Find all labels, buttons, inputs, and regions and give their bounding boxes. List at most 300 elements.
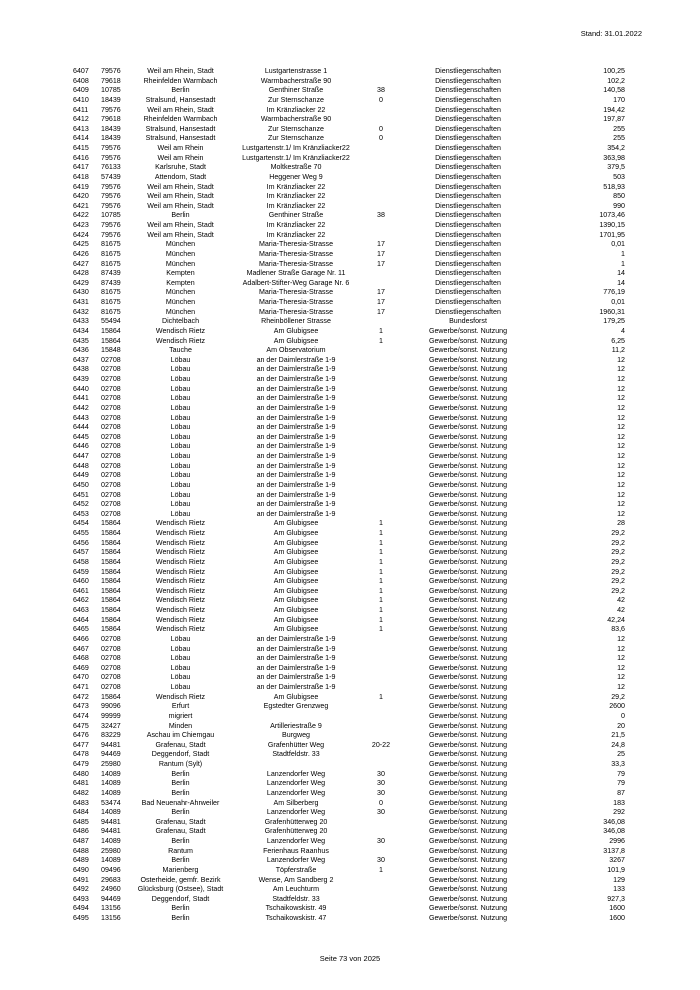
city-cell: Löbau <box>170 365 191 374</box>
row-number-cell: 6441 <box>73 394 89 403</box>
street-cell: Maria-Theresia-Strasse <box>258 259 334 268</box>
row-number-cell: 6458 <box>73 557 89 566</box>
street-cell: an der Daimlerstraße 1-9 <box>256 432 336 441</box>
street-cell: Genthiner Straße <box>268 211 324 220</box>
usage-type-cell: Dienstliegenschaften <box>435 115 501 124</box>
postal-code-cell: 02708 <box>101 452 121 460</box>
table-row <box>73 231 625 241</box>
table-row <box>73 904 625 914</box>
street-cell: an der Daimlerstraße 1-9 <box>256 394 336 403</box>
area-cell: 29,2 <box>611 567 625 576</box>
row-number-cell: 6494 <box>73 904 89 913</box>
usage-type-cell: Gewerbe/sonst. Nutzung <box>428 731 508 740</box>
house-number-cell: 1 <box>379 326 383 335</box>
city-cell: Löbau <box>170 500 191 509</box>
usage-type-cell: Gewerbe/sonst. Nutzung <box>428 827 508 836</box>
house-number-cell <box>364 394 398 404</box>
area-cell: 12 <box>617 490 625 499</box>
area-cell: 1 <box>621 249 625 258</box>
city-cell: Löbau <box>170 480 191 489</box>
row-number-cell: 6428 <box>73 269 89 278</box>
house-number-cell: 1 <box>379 567 383 576</box>
usage-type-cell: Gewerbe/sonst. Nutzung <box>428 557 508 566</box>
postal-code-cell: 99096 <box>101 702 121 711</box>
street-cell: Am Leuchturm <box>272 885 320 894</box>
usage-type-cell: Dienstliegenschaften <box>435 182 501 191</box>
row-number-cell: 6492 <box>73 885 89 894</box>
house-number-cell <box>364 317 398 327</box>
house-number-cell <box>364 750 398 760</box>
house-number-cell <box>364 818 398 828</box>
postal-code-cell: 94469 <box>101 894 121 903</box>
row-number-cell: 6426 <box>73 249 89 258</box>
street-cell: Egstedter Grenzweg <box>263 702 329 711</box>
table-row <box>73 827 625 837</box>
area-cell: 346,08 <box>603 817 625 826</box>
usage-type-cell: Gewerbe/sonst. Nutzung <box>428 509 508 518</box>
area-cell: 12 <box>617 654 625 663</box>
street-cell: Am Glubigsee <box>273 625 319 634</box>
area-cell: 1600 <box>609 914 625 922</box>
table-row <box>73 558 625 568</box>
city-cell: Weil am Rhein, Stadt <box>147 230 214 239</box>
area-cell: 354,2 <box>607 144 625 152</box>
street-cell: Grafenhütterweg 20 <box>264 817 328 826</box>
house-number-cell: 1 <box>379 586 383 595</box>
row-number-cell: 6424 <box>73 230 89 239</box>
row-number-cell: 6467 <box>73 644 89 653</box>
table-row <box>73 606 625 616</box>
street-cell: an der Daimlerstraße 1-9 <box>256 461 336 470</box>
row-number-cell: 6451 <box>73 490 89 499</box>
row-number-cell: 6444 <box>73 423 89 432</box>
row-number-cell: 6466 <box>73 634 89 643</box>
table-row <box>73 625 625 635</box>
table-row <box>73 481 625 491</box>
table-row <box>73 298 625 308</box>
usage-type-cell: Dienstliegenschaften <box>435 144 501 152</box>
city-cell: Berlin <box>171 769 190 778</box>
city-cell: München <box>165 298 196 306</box>
usage-type-cell: Gewerbe/sonst. Nutzung <box>428 567 508 576</box>
area-cell: 29,2 <box>611 577 625 586</box>
city-cell: Kempten <box>166 278 195 287</box>
city-cell: Marienberg <box>162 865 199 874</box>
usage-type-cell: Gewerbe/sonst. Nutzung <box>428 384 508 393</box>
table-row <box>73 596 625 606</box>
table-row <box>73 779 625 789</box>
area-cell: 12 <box>617 461 625 470</box>
postal-code-cell: 24960 <box>101 885 121 894</box>
city-cell: Löbau <box>170 423 191 432</box>
table-row <box>73 163 625 173</box>
area-cell: 42 <box>617 596 625 605</box>
street-cell: an der Daimlerstraße 1-9 <box>256 413 336 422</box>
table-row <box>73 635 625 645</box>
table-row <box>73 895 625 905</box>
area-cell: 1 <box>621 259 625 268</box>
area-cell: 129 <box>613 875 625 884</box>
street-cell: Heggener Weg 9 <box>269 172 323 181</box>
street-cell: Am Glubigsee <box>273 336 319 345</box>
house-number-cell: 30 <box>377 808 385 817</box>
area-cell: 194,42 <box>603 105 625 114</box>
city-cell: Löbau <box>170 394 191 403</box>
city-cell: Berlin <box>171 904 190 913</box>
postal-code-cell: 15848 <box>101 346 121 355</box>
street-cell: an der Daimlerstraße 1-9 <box>256 683 336 691</box>
table-row <box>73 375 625 385</box>
house-number-cell: 1 <box>379 577 383 586</box>
row-number-cell: 6493 <box>73 894 89 903</box>
usage-type-cell: Gewerbe/sonst. Nutzung <box>428 442 508 451</box>
house-number-cell <box>364 885 398 895</box>
area-cell: 20 <box>617 721 625 730</box>
row-number-cell: 6449 <box>73 471 89 480</box>
usage-type-cell: Gewerbe/sonst. Nutzung <box>428 326 508 335</box>
table-row <box>73 500 625 510</box>
area-cell: 346,08 <box>603 827 625 836</box>
table-row <box>73 799 625 809</box>
table-row <box>73 770 625 780</box>
street-cell: Am Glubigsee <box>273 567 319 576</box>
usage-type-cell: Gewerbe/sonst. Nutzung <box>428 336 508 345</box>
city-cell: Wendisch Rietz <box>155 538 206 547</box>
city-cell: Kempten <box>166 269 195 278</box>
street-cell: Am Glubigsee <box>273 596 319 605</box>
property-table-body <box>73 67 625 924</box>
postal-code-cell: 02708 <box>101 480 121 489</box>
usage-type-cell: Gewerbe/sonst. Nutzung <box>428 798 508 807</box>
street-cell: Am Glubigsee <box>273 615 319 624</box>
postal-code-cell: 02708 <box>101 432 121 441</box>
street-cell: Am Glubigsee <box>273 548 319 557</box>
postal-code-cell: 15864 <box>101 326 121 335</box>
usage-type-cell: Gewerbe/sonst. Nutzung <box>428 760 508 768</box>
postal-code-cell: 14089 <box>101 808 121 817</box>
street-cell: Zur Sternschanze <box>268 134 324 143</box>
postal-code-cell: 94481 <box>101 740 121 749</box>
row-number-cell: 6474 <box>73 711 89 720</box>
house-number-cell <box>364 365 398 375</box>
city-cell: Wendisch Rietz <box>155 326 206 335</box>
usage-type-cell: Gewerbe/sonst. Nutzung <box>428 894 508 903</box>
row-number-cell: 6486 <box>73 827 89 836</box>
postal-code-cell: 10785 <box>101 86 121 95</box>
house-number-cell <box>364 269 398 279</box>
area-cell: 3137,8 <box>603 846 625 855</box>
area-cell: 12 <box>617 500 625 509</box>
postal-code-cell: 94481 <box>101 817 121 826</box>
usage-type-cell: Gewerbe/sonst. Nutzung <box>428 711 508 720</box>
table-row <box>73 86 625 96</box>
postal-code-cell: 79576 <box>101 230 121 239</box>
house-number-cell: 20-22 <box>371 740 391 749</box>
postal-code-cell: 02708 <box>101 413 121 422</box>
table-row <box>73 664 625 674</box>
street-cell <box>228 760 364 770</box>
table-row <box>73 587 625 597</box>
table-row <box>73 712 625 722</box>
row-number-cell: 6440 <box>73 384 89 393</box>
postal-code-cell: 10785 <box>101 211 121 220</box>
house-number-cell <box>364 500 398 510</box>
table-row <box>73 866 625 876</box>
table-row <box>73 77 625 87</box>
stand-date: Stand: 31.01.2022 <box>580 29 642 38</box>
street-cell: Rheinböllener Strasse <box>261 317 331 326</box>
house-number-cell: 1 <box>379 615 383 624</box>
house-number-cell <box>364 827 398 837</box>
street-cell: Lanzendorfer Weg <box>266 837 326 845</box>
area-cell: 12 <box>617 471 625 480</box>
house-number-cell <box>364 712 398 722</box>
house-number-cell <box>364 442 398 452</box>
city-cell: Stralsund, Hansestadt <box>145 95 216 104</box>
street-cell: Lanzendorfer Weg <box>266 856 326 865</box>
area-cell: 292 <box>613 808 625 817</box>
street-cell: Lanzendorfer Weg <box>266 788 326 797</box>
city-cell: Weil am Rhein, Stadt <box>147 182 214 191</box>
city-cell: Erfurt <box>171 702 190 711</box>
house-number-cell <box>364 895 398 905</box>
house-number-cell: 1 <box>379 529 383 537</box>
row-number-cell: 6414 <box>73 134 89 143</box>
area-cell: 12 <box>617 634 625 643</box>
row-number-cell: 6410 <box>73 95 89 104</box>
street-cell: Am Glubigsee <box>273 519 319 528</box>
city-cell: Minden <box>168 721 193 730</box>
usage-type-cell: Dienstliegenschaften <box>435 249 501 258</box>
usage-type-cell: Dienstliegenschaften <box>435 124 501 133</box>
area-cell: 21,5 <box>611 731 625 740</box>
row-number-cell: 6418 <box>73 172 89 181</box>
postal-code-cell: 02708 <box>101 683 121 691</box>
street-cell: Am Silberberg <box>273 798 319 807</box>
city-cell: Löbau <box>170 442 191 451</box>
postal-code-cell: 15864 <box>101 567 121 576</box>
house-number-cell: 1 <box>379 625 383 634</box>
row-number-cell: 6477 <box>73 740 89 749</box>
house-number-cell: 17 <box>377 259 385 268</box>
usage-type-cell: Gewerbe/sonst. Nutzung <box>428 788 508 797</box>
row-number-cell: 6420 <box>73 192 89 201</box>
table-row <box>73 452 625 462</box>
city-cell: Wendisch Rietz <box>155 615 206 624</box>
postal-code-cell: 79576 <box>101 105 121 114</box>
table-row <box>73 876 625 886</box>
table-row <box>73 173 625 183</box>
postal-code-cell: 83229 <box>101 731 121 740</box>
street-cell: Im Kränzliacker 22 <box>266 221 326 229</box>
house-number-cell: 0 <box>379 798 383 807</box>
house-number-cell <box>364 144 398 154</box>
table-row <box>73 491 625 501</box>
area-cell: 1600 <box>609 904 625 913</box>
usage-type-cell: Dienstliegenschaften <box>435 153 501 162</box>
usage-type-cell: Gewerbe/sonst. Nutzung <box>428 914 508 922</box>
house-number-cell <box>364 847 398 857</box>
house-number-cell <box>364 414 398 424</box>
area-cell: 29,2 <box>611 538 625 547</box>
postal-code-cell: 81675 <box>101 307 121 316</box>
postal-code-cell: 81675 <box>101 288 121 297</box>
city-cell: Löbau <box>170 413 191 422</box>
street-cell: Lustgartenstr.1/ Im Kränzliacker22 <box>242 153 350 162</box>
usage-type-cell: Gewerbe/sonst. Nutzung <box>428 817 508 826</box>
usage-type-cell: Gewerbe/sonst. Nutzung <box>428 875 508 884</box>
row-number-cell: 6421 <box>73 201 89 210</box>
table-row <box>73 693 625 703</box>
page-number: Seite 73 von 2025 <box>319 954 381 963</box>
postal-code-cell: 94469 <box>101 750 121 759</box>
usage-type-cell: Gewerbe/sonst. Nutzung <box>428 346 508 355</box>
usage-type-cell: Gewerbe/sonst. Nutzung <box>428 769 508 778</box>
street-cell: Im Kränzliacker 22 <box>266 192 326 201</box>
city-cell: Weil am Rhein <box>157 153 204 162</box>
area-cell: 776,19 <box>603 288 625 297</box>
row-number-cell: 6446 <box>73 442 89 451</box>
postal-code-cell: 87439 <box>101 269 121 278</box>
street-cell: an der Daimlerstraße 1-9 <box>256 442 336 451</box>
city-cell: Wendisch Rietz <box>155 596 206 605</box>
row-number-cell: 6488 <box>73 846 89 855</box>
street-cell: Am Glubigsee <box>273 557 319 566</box>
city-cell: Wendisch Rietz <box>155 692 206 701</box>
usage-type-cell: Gewerbe/sonst. Nutzung <box>428 856 508 865</box>
usage-type-cell: Gewerbe/sonst. Nutzung <box>428 432 508 441</box>
city-cell: Löbau <box>170 654 191 663</box>
row-number-cell: 6471 <box>73 683 89 691</box>
row-number-cell: 6447 <box>73 452 89 460</box>
street-cell: Stadtfeldstr. 33 <box>272 750 320 759</box>
area-cell: 183 <box>613 798 625 807</box>
street-cell: Ferienhaus Raanhus <box>263 846 329 855</box>
city-cell: Dichtelbach <box>161 317 200 326</box>
row-number-cell: 6472 <box>73 692 89 701</box>
area-cell: 12 <box>617 384 625 393</box>
street-cell: an der Daimlerstraße 1-9 <box>256 654 336 663</box>
area-cell: 850 <box>613 192 625 201</box>
row-number-cell: 6417 <box>73 163 89 172</box>
city-cell: Wendisch Rietz <box>155 548 206 557</box>
table-row <box>73 818 625 828</box>
postal-code-cell: 79618 <box>101 115 121 124</box>
usage-type-cell: Gewerbe/sonst. Nutzung <box>428 586 508 595</box>
street-cell: Töpferstraße <box>275 865 317 874</box>
table-row <box>73 760 625 770</box>
table-row <box>73 519 625 529</box>
city-cell: Stralsund, Hansestadt <box>145 134 216 143</box>
city-cell: München <box>165 307 196 316</box>
table-row <box>73 914 625 924</box>
street-cell: Warmbacherstraße 90 <box>260 76 332 85</box>
city-cell: Grafenau, Stadt <box>155 817 206 826</box>
area-cell: 14 <box>617 278 625 287</box>
area-cell: 12 <box>617 365 625 374</box>
area-cell: 0,01 <box>611 298 625 306</box>
usage-type-cell: Dienstliegenschaften <box>435 230 501 239</box>
street-cell: an der Daimlerstraße 1-9 <box>256 490 336 499</box>
table-row <box>73 683 625 693</box>
postal-code-cell: 02708 <box>101 644 121 653</box>
table-row <box>73 221 625 231</box>
postal-code-cell: 15864 <box>101 596 121 605</box>
city-cell: Löbau <box>170 663 191 672</box>
house-number-cell <box>364 163 398 173</box>
row-number-cell: 6479 <box>73 760 89 768</box>
row-number-cell: 6448 <box>73 461 89 470</box>
row-number-cell: 6422 <box>73 211 89 220</box>
house-number-cell: 38 <box>377 211 385 220</box>
street-cell: Tschaikowskistr. 47 <box>265 914 327 922</box>
street-cell: Madlener Straße Garage Nr. 11 <box>246 269 346 278</box>
usage-type-cell: Gewerbe/sonst. Nutzung <box>428 808 508 817</box>
city-cell: München <box>165 288 196 297</box>
house-number-cell <box>364 722 398 732</box>
house-number-cell: 17 <box>377 298 385 306</box>
usage-type-cell: Gewerbe/sonst. Nutzung <box>428 606 508 614</box>
area-cell: 28 <box>617 519 625 528</box>
postal-code-cell: 94481 <box>101 827 121 836</box>
city-cell: Löbau <box>170 452 191 460</box>
house-number-cell <box>364 654 398 664</box>
area-cell: 42,24 <box>607 615 625 624</box>
city-cell: Löbau <box>170 355 191 364</box>
usage-type-cell: Gewerbe/sonst. Nutzung <box>428 577 508 586</box>
usage-type-cell: Gewerbe/sonst. Nutzung <box>428 692 508 701</box>
row-number-cell: 6430 <box>73 288 89 297</box>
house-number-cell: 17 <box>377 307 385 316</box>
street-cell: Lanzendorfer Weg <box>266 769 326 778</box>
area-cell: 2996 <box>609 837 625 845</box>
postal-code-cell: 14089 <box>101 856 121 865</box>
city-cell: Osterheide, gemfr. Bezirk <box>140 875 221 884</box>
city-cell: Stralsund, Hansestadt <box>145 124 216 133</box>
usage-type-cell: Dienstliegenschaften <box>435 269 501 278</box>
city-cell: Löbau <box>170 461 191 470</box>
house-number-cell <box>364 664 398 674</box>
row-number-cell: 6439 <box>73 375 89 383</box>
city-cell: Wendisch Rietz <box>155 625 206 634</box>
street-cell: Warmbacherstraße 90 <box>260 115 332 124</box>
area-cell: 87 <box>617 788 625 797</box>
row-number-cell: 6476 <box>73 731 89 740</box>
house-number-cell: 17 <box>377 288 385 297</box>
usage-type-cell: Gewerbe/sonst. Nutzung <box>428 452 508 460</box>
postal-code-cell: 15864 <box>101 538 121 547</box>
city-cell: Tauche <box>169 346 192 355</box>
area-cell: 29,2 <box>611 692 625 701</box>
table-row <box>73 134 625 144</box>
area-cell: 518,93 <box>603 182 625 191</box>
postal-code-cell: 79576 <box>101 153 121 162</box>
street-cell: Wense, Am Sandberg 2 <box>258 875 334 884</box>
row-number-cell: 6435 <box>73 336 89 345</box>
postal-code-cell: 02708 <box>101 394 121 403</box>
area-cell: 12 <box>617 375 625 383</box>
house-number-cell <box>364 77 398 87</box>
row-number-cell: 6409 <box>73 86 89 95</box>
row-number-cell: 6427 <box>73 259 89 268</box>
area-cell: 12 <box>617 452 625 460</box>
area-cell: 255 <box>613 124 625 133</box>
table-row <box>73 346 625 356</box>
postal-code-cell: 02708 <box>101 365 121 374</box>
postal-code-cell: 79576 <box>101 221 121 229</box>
postal-code-cell: 15864 <box>101 336 121 345</box>
area-cell: 1701,95 <box>599 230 625 239</box>
